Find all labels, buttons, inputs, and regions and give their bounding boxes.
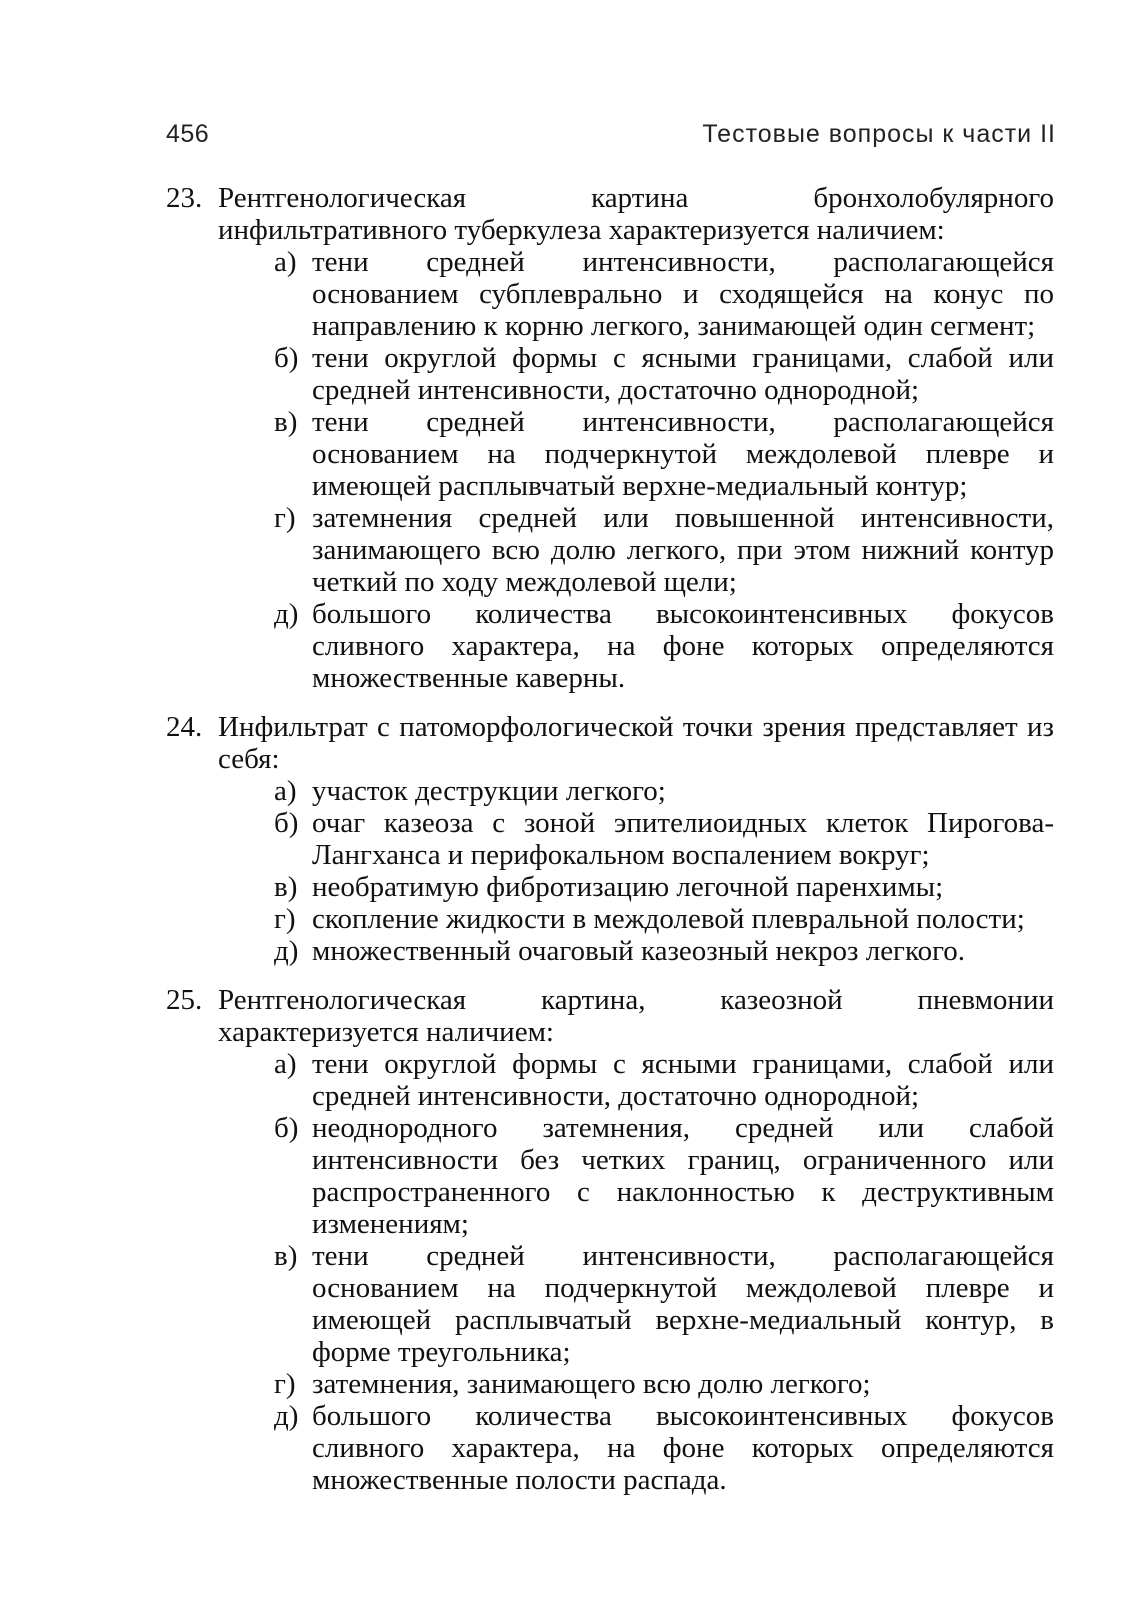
answer-option (166, 1048, 1054, 1112)
answer-option (166, 598, 1054, 694)
question-text: Рентгенологическая картина бронхолобулярного инфильтративного туберкулеза характеризуется наличием: (218, 182, 1054, 246)
question-25 (166, 984, 1054, 1496)
option-label: в) (274, 406, 298, 438)
answer-option (166, 871, 1054, 903)
answer-option (166, 1368, 1054, 1400)
answer-option (166, 406, 1054, 502)
option-text: затемнения средней или повышенной интенсивности, занимающего всю долю легкого, при этом нижний контур четкий по ходу междолевой щели; (312, 502, 1054, 598)
question-text: Рентгенологическая картина, казеозной пневмонии характеризуется наличием: (218, 984, 1054, 1048)
option-label: а) (274, 246, 297, 278)
running-title: Тестовые вопросы к части II (702, 120, 1056, 148)
option-label: а) (274, 1048, 297, 1080)
option-text: тени округлой формы с ясными границами, слабой или средней интенсивности, достаточно однородной; (312, 1048, 1054, 1112)
page-number: 456 (166, 120, 210, 148)
answer-option (166, 903, 1054, 935)
option-text: скопление жидкости в междолевой плевральной полости; (312, 903, 1025, 935)
answer-option (166, 246, 1054, 342)
questions-list (166, 182, 1054, 1513)
answer-option (166, 807, 1054, 871)
question-number: 24. (166, 711, 203, 743)
option-label: в) (274, 1240, 298, 1272)
answer-option (166, 935, 1054, 967)
question-number: 23. (166, 182, 203, 214)
option-text: большого количества высокоинтенсивных фокусов сливного характера, на фоне которых определяются множественные полости распада. (312, 1400, 1054, 1496)
option-text: участок деструкции легкого; (312, 775, 666, 807)
option-text: тени средней интенсивности, располагающейся основанием на подчеркнутой междолевой плевре и имеющей расплывчатый верхне-медиальный контур; (312, 406, 1054, 502)
option-text: тени средней интенсивности, располагающейся основанием субплеврально и сходящейся на конус по направлению к корню легкого, занимающей один сегмент; (312, 246, 1054, 342)
question-stem (166, 182, 1054, 246)
question-stem (166, 711, 1054, 775)
answer-options (166, 1048, 1054, 1496)
option-label: в) (274, 871, 298, 903)
option-text: тени средней интенсивности, располагающейся основанием на подчеркнутой междолевой плевре и имеющей расплывчатый верхне-медиальный контур, в форме треугольника; (312, 1240, 1054, 1368)
option-label: г) (274, 903, 296, 935)
question-24 (166, 711, 1054, 967)
option-text: необратимую фибротизацию легочной паренхимы; (312, 871, 944, 903)
answer-option (166, 1240, 1054, 1368)
option-text: большого количества высокоинтенсивных фокусов сливного характера, на фоне которых определяются множественные каверны. (312, 598, 1054, 694)
question-number: 25. (166, 984, 203, 1016)
answer-option (166, 502, 1054, 598)
option-label: д) (274, 1400, 299, 1432)
option-label: б) (274, 807, 299, 839)
answer-options (166, 246, 1054, 694)
option-text: очаг казеоза с зоной эпителиоидных клеток Пирогова-Лангханса и перифокальном воспалением вокруг; (312, 807, 1054, 871)
answer-option (166, 342, 1054, 406)
option-label: б) (274, 342, 299, 374)
answer-option (166, 1400, 1054, 1496)
answer-option (166, 1112, 1054, 1240)
answer-option (166, 775, 1054, 807)
option-label: г) (274, 1368, 296, 1400)
question-stem (166, 984, 1054, 1048)
option-label: а) (274, 775, 297, 807)
option-label: д) (274, 598, 299, 630)
option-text: множественный очаговый казеозный некроз легкого. (312, 935, 965, 967)
option-label: б) (274, 1112, 299, 1144)
answer-options (166, 775, 1054, 967)
option-text: тени округлой формы с ясными границами, слабой или средней интенсивности, достаточно однородной; (312, 342, 1054, 406)
option-text: неоднородного затемнения, средней или слабой интенсивности без четких границ, ограниченного или распространенного с наклонностью к деструктивным изменениям; (312, 1112, 1054, 1240)
option-label: г) (274, 502, 296, 534)
question-23 (166, 182, 1054, 694)
question-text: Инфильтрат с патоморфологической точки зрения представляет из себя: (218, 711, 1054, 775)
option-text: затемнения, занимающего всю долю легкого; (312, 1368, 871, 1400)
page-header (166, 120, 1056, 160)
option-label: д) (274, 935, 299, 967)
